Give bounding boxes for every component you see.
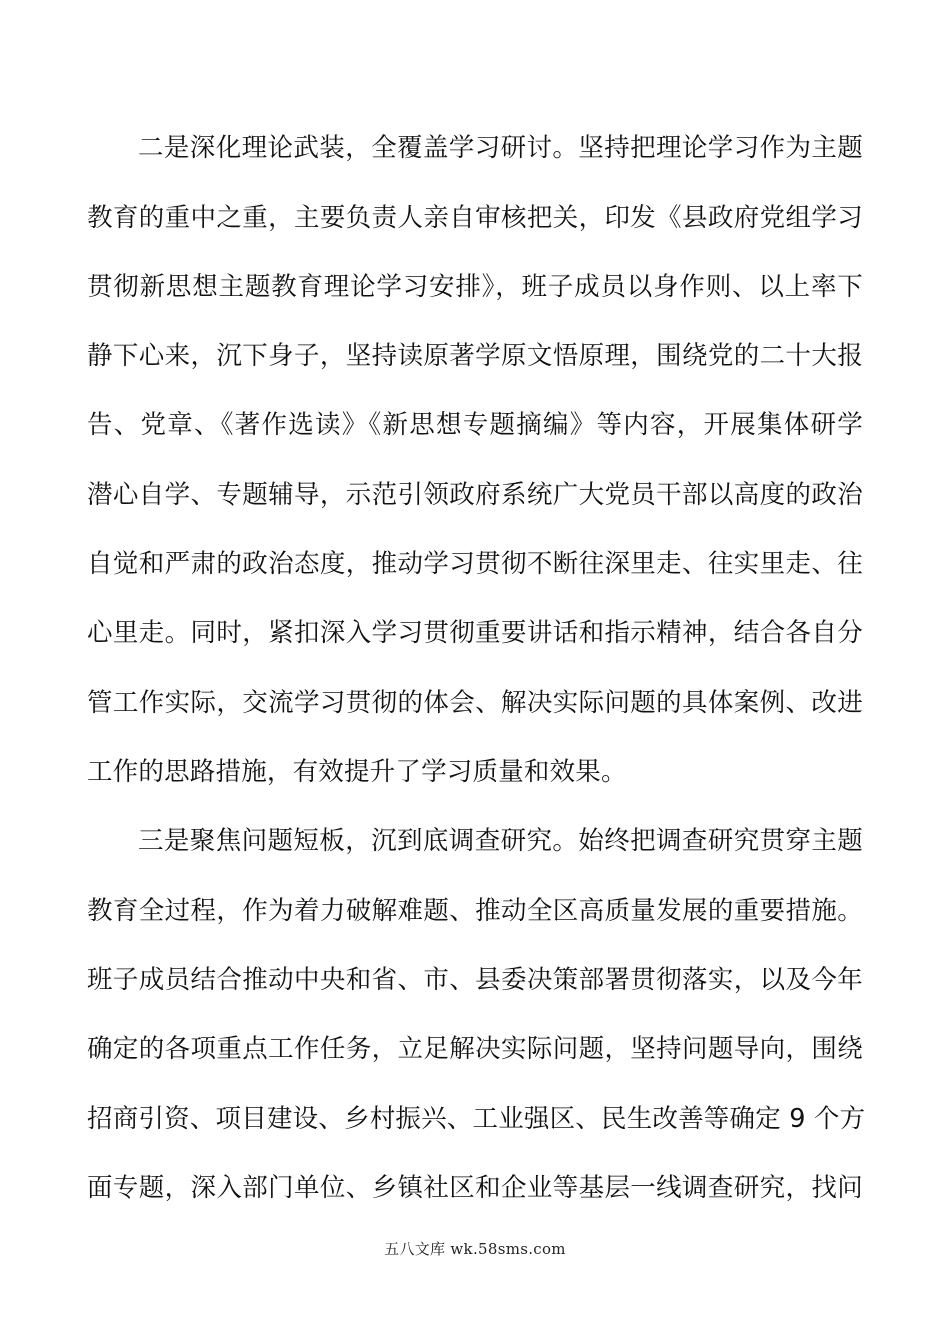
paragraph-line: 工作的思路措施，有效提升了学习质量和效果。 [87, 757, 627, 787]
paragraph-line: 教育全过程，作为着力破解难题、推动全区高质量发展的重要措施。 [87, 896, 863, 926]
paragraph-line: 教育的重中之重，主要负责人亲自审核把关，印发《县政府党组学习 [87, 203, 863, 233]
paragraph-line: 静下心来，沉下身子，坚持读原著学原文悟原理，围绕党的二十大报 [87, 341, 863, 371]
paragraph-line: 心里走。同时，紧扣深入学习贯彻重要讲话和指示精神，结合各自分 [87, 618, 863, 648]
paragraph-line: 告、党章、《著作选读》《新思想专题摘编》等内容，开展集体研学 [87, 410, 863, 440]
paragraph-line: 招商引资、项目建设、乡村振兴、工业强区、民生改善等确定 9 个方 [87, 1104, 866, 1134]
paragraph-line: 管工作实际，交流学习贯彻的体会、解决实际问题的具体案例、改进 [87, 688, 863, 718]
paragraph-line: 班子成员结合推动中央和省、市、县委决策部署贯彻落实，以及今年 [87, 965, 863, 995]
footer-watermark: 五八文库 wk.58sms.com [384, 1240, 566, 1258]
paragraph-line: 面专题，深入部门单位、乡镇社区和企业等基层一线调查研究，找问 [87, 1173, 863, 1203]
paragraph-line: 三是聚焦问题短板，沉到底调查研究。始终把调查研究贯穿主题 [138, 826, 863, 856]
paragraph-line: 二是深化理论武装，全覆盖学习研讨。坚持把理论学习作为主题 [138, 133, 863, 163]
paragraph-line: 潜心自学、专题辅导，示范引领政府系统广大党员干部以高度的政治 [87, 480, 863, 510]
paragraph-line: 自觉和严肃的政治态度，推动学习贯彻不断往深里走、往实里走、往 [87, 549, 863, 579]
paragraph-line: 贯彻新思想主题教育理论学习安排》，班子成员以身作则、以上率下 [87, 272, 863, 302]
paragraph-line: 确定的各项重点工作任务，立足解决实际问题，坚持问题导向，围绕 [87, 1034, 863, 1064]
